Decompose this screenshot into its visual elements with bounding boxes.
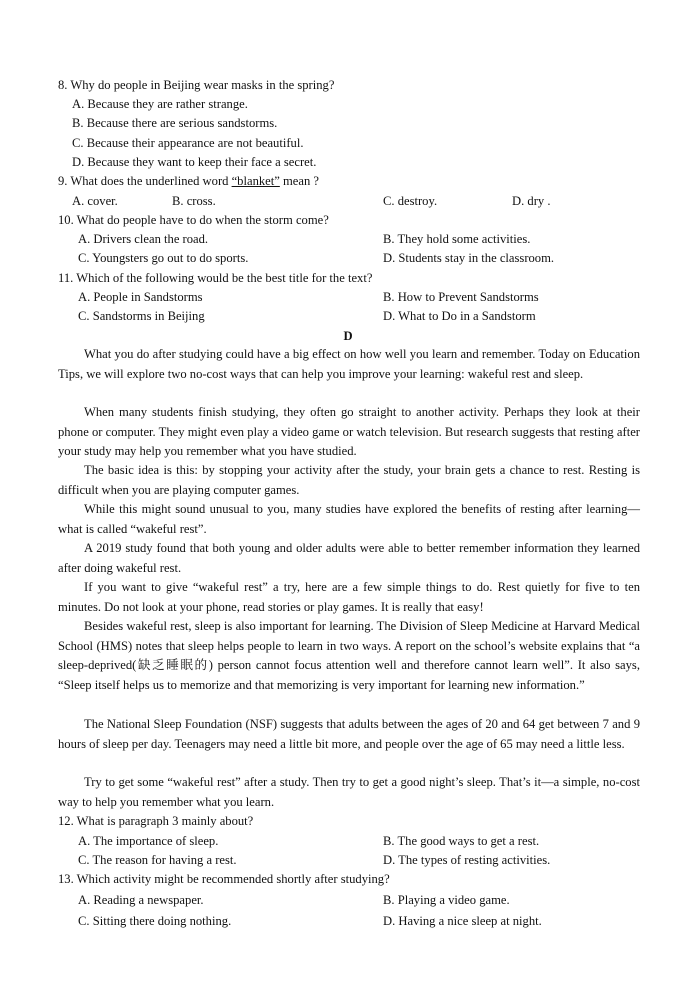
- q11-option-b: B. How to Prevent Sandstorms: [383, 290, 539, 304]
- q10-stem: 10. What do people have to do when the storm come?: [58, 213, 329, 227]
- q13-option-a: A. Reading a newspaper.: [78, 893, 204, 907]
- passage-paragraph-6: If you want to give “wakeful rest” a try, here are a few simple things to do. Rest quietly for five to ten minutes. Do not look at your phone, read stories or play games. It is really that easy!: [58, 580, 640, 614]
- q11-option-d: D. What to Do in a Sandstorm: [383, 309, 536, 323]
- q10-option-a: A. Drivers clean the road.: [78, 232, 209, 246]
- q13-stem: 13. Which activity might be recommended shortly after studying?: [58, 872, 390, 886]
- section-title: D: [343, 329, 353, 343]
- q9-option-d: D. dry .: [512, 194, 551, 208]
- passage-paragraph-4: While this might sound unusual to you, many studies have explored the benefits of resting after learning—what is called “wakeful rest”.: [58, 502, 640, 536]
- q13-option-b: B. Playing a video game.: [383, 893, 510, 907]
- q12-stem: 12. What is paragraph 3 mainly about?: [58, 814, 254, 828]
- q11-option-c: C. Sandstorms in Beijing: [78, 309, 205, 323]
- passage-paragraph-2: When many students finish studying, they often go straight to another activity. Perhaps they look at their phone or computer. They might even play a video game or watch television. But research suggests that resting after your study may help you remember what you have studied.: [58, 405, 640, 458]
- q8-option-a: A. Because they are rather strange.: [72, 97, 248, 111]
- q9-option-a: A. cover.: [72, 194, 118, 208]
- q9-stem-pre: 9. What does the underlined word: [58, 174, 232, 188]
- passage-paragraph-1: What you do after studying could have a big effect on how well you learn and remember. Today on Education Tips, we will explore two no-cost ways that can help you improve your learning: wakeful rest and sleep.: [58, 347, 640, 381]
- q10-option-b: B. They hold some activities.: [383, 232, 531, 246]
- q11-stem: 11. Which of the following would be the best title for the text?: [58, 271, 373, 285]
- passage-paragraph-8: The National Sleep Foundation (NSF) suggests that adults between the ages of 20 and 64 get between 7 and 9 hours of sleep per day. Teenagers may need a little bit more, and people over the age of 65 may need a little less.: [58, 717, 640, 751]
- q12-option-a: A. The importance of sleep.: [78, 834, 219, 848]
- q10-option-c: C. Youngsters go out to do sports.: [78, 251, 249, 265]
- q13-option-d: D. Having a nice sleep at night.: [383, 914, 542, 928]
- q11-option-a: A. People in Sandstorms: [78, 290, 203, 304]
- q13-option-c: C. Sitting there doing nothing.: [78, 914, 232, 928]
- passage-paragraph-3: The basic idea is this: by stopping your activity after the study, your brain gets a chance to rest. Resting is difficult when you are playing computer games.: [58, 463, 640, 497]
- q9-option-c: C. destroy.: [383, 194, 438, 208]
- q8-stem: 8. Why do people in Beijing wear masks in the spring?: [58, 78, 335, 92]
- q12-option-c: C. The reason for having a rest.: [78, 853, 237, 867]
- q12-option-d: D. The types of resting activities.: [383, 853, 551, 867]
- q8-option-c: C. Because their appearance are not beautiful.: [72, 136, 304, 150]
- q9-stem-post: mean ?: [279, 174, 320, 188]
- q10-option-d: D. Students stay in the classroom.: [383, 251, 555, 265]
- passage-paragraph-7: Besides wakeful rest, sleep is also important for learning. The Division of Sleep Medicine at Harvard Medical School (HMS) notes that sleep helps people to learn in two ways. A report on the school’s website explains that “a sleep-deprived(缺乏睡眠的) person cannot focus attention well and therefore cannot learn well”. It also says, “Sleep itself helps us to memorize and that memorizing is very important for learning new information.”: [58, 619, 640, 692]
- q9-stem: [58, 174, 319, 189]
- passage-paragraph-5: A 2019 study found that both young and older adults were able to better remember information they learned after doing wakeful rest.: [58, 541, 640, 575]
- q12-option-b: B. The good ways to get a rest.: [383, 834, 540, 848]
- q9-underlined-word: “blanket”: [231, 174, 280, 188]
- passage-paragraph-9: Try to get some “wakeful rest” after a study. Then try to get a good night’s sleep. That’s it—a simple, no-cost way to help you remember what you learn.: [58, 775, 640, 809]
- q8-option-b: B. Because there are serious sandstorms.: [72, 116, 278, 130]
- q8-option-d: D. Because they want to keep their face a secret.: [72, 155, 317, 169]
- q9-option-b: B. cross.: [172, 194, 216, 208]
